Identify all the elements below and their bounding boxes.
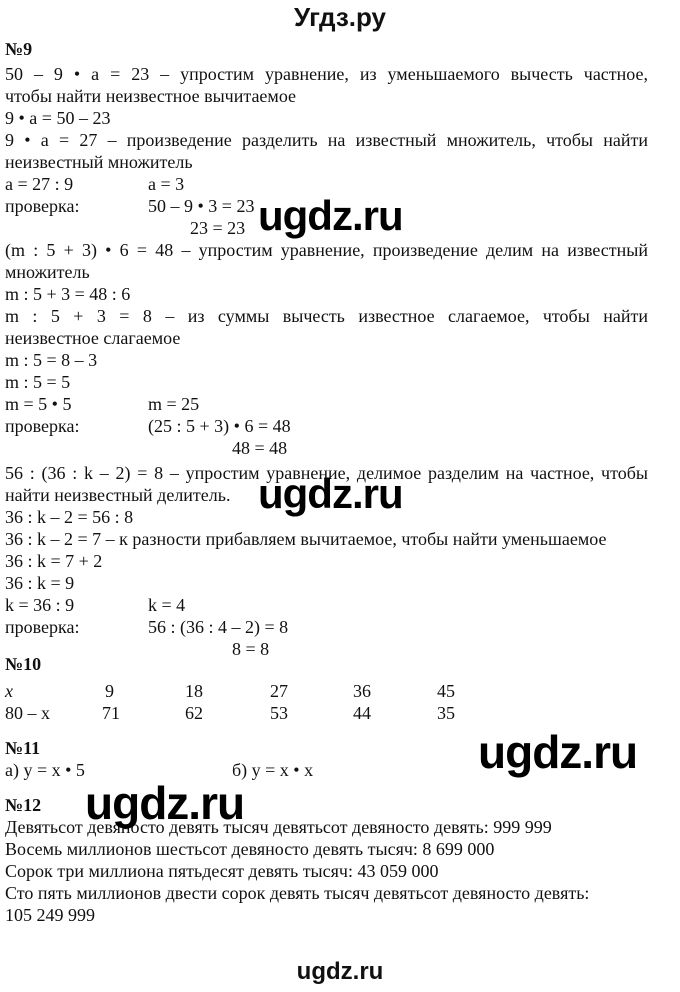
table-cell: 27 — [270, 681, 288, 701]
task-heading: №12 — [5, 795, 42, 815]
text-line: 36 : k = 7 + 2 — [5, 551, 103, 571]
text-line: Девятьсот девяносто девять тысяч девятьсот девяносто девять: 999 999 — [5, 817, 552, 837]
table-cell: 9 — [105, 681, 114, 701]
check-label: проверка: — [5, 617, 80, 637]
table-cell: 36 — [353, 681, 371, 701]
watermark: ugdz.ru — [85, 777, 245, 829]
text-line: найти неизвестный делитель. — [5, 485, 231, 505]
text-line: 50 – 9 • 3 = 23 — [148, 196, 255, 216]
text-line: k = 4 — [148, 595, 186, 615]
check-label: проверка: — [5, 416, 80, 436]
text-line: 105 249 999 — [5, 905, 95, 925]
text-line: чтобы найти неизвестное вычитаемое — [5, 86, 297, 106]
text-line: 36 : k – 2 = 56 : 8 — [5, 507, 134, 527]
table-cell: 35 — [437, 703, 455, 723]
text-line: Восемь миллионов шестьсот девяносто девять тысяч: 8 699 000 — [5, 839, 495, 859]
text-line: a = 3 — [148, 174, 185, 194]
text-line: (25 : 5 + 3) • 6 = 48 — [148, 416, 291, 436]
text-line: 48 = 48 — [232, 438, 288, 458]
task-heading: №9 — [5, 39, 33, 59]
text-line: m : 5 + 3 = 48 : 6 — [5, 284, 131, 304]
check-label: проверка: — [5, 196, 80, 216]
text-line: 50 – 9 • a = 23 – упростим уравнение, из уменьшаемого вычесть частное, — [5, 64, 648, 84]
text-line: 9 • a = 50 – 23 — [5, 108, 111, 128]
footer-link[interactable]: ugdz.ru — [296, 958, 384, 985]
text-line: m : 5 + 3 = 8 – из суммы вычесть известное слагаемое, чтобы найти — [5, 306, 648, 326]
answer-b: б) y = x • x — [232, 760, 314, 780]
text-line: 36 : k = 9 — [5, 573, 75, 593]
text-line: 8 = 8 — [232, 639, 270, 659]
task-heading: №11 — [5, 738, 41, 758]
text-line: неизвестное слагаемое — [5, 328, 181, 348]
watermark: ugdz.ru — [258, 192, 403, 239]
text-line: 23 = 23 — [190, 218, 246, 238]
table-cell: 18 — [185, 681, 203, 701]
site-title: Угдз.ру — [294, 2, 386, 32]
table-cell: x — [5, 681, 13, 701]
text-line: 56 : (36 : 4 – 2) = 8 — [148, 617, 289, 637]
table-cell: 53 — [270, 703, 288, 723]
text-line: (m : 5 + 3) • 6 = 48 – упростим уравнение, произведение делим на известный — [5, 240, 648, 260]
table-cell: 62 — [185, 703, 203, 723]
text-line: 56 : (36 : k – 2) = 8 – упростим уравнение, делимое разделим на частное, чтобы — [5, 463, 648, 483]
table-cell: 45 — [437, 681, 455, 701]
watermark: ugdz.ru — [258, 470, 403, 517]
text-line: неизвестный множитель — [5, 152, 193, 172]
text-line: Сорок три миллиона пятьдесят девять тысяч: 43 059 000 — [5, 861, 439, 881]
table-row — [5, 680, 675, 702]
table-cell: 44 — [353, 703, 371, 723]
text-line: множитель — [5, 262, 90, 282]
text-line: Сто пять миллионов двести сорок девять тысяч девятьсот девяносто девять: — [5, 883, 590, 903]
text-line: a = 27 : 9 — [5, 174, 74, 194]
answer-a: а) y = x • 5 — [5, 760, 85, 780]
watermark: ugdz.ru — [478, 726, 638, 778]
text-line: m = 5 • 5 — [5, 394, 72, 414]
table-cell: 71 — [102, 703, 120, 723]
task-heading: №10 — [5, 654, 42, 674]
text-line: m = 25 — [148, 394, 200, 414]
text-line: k = 36 : 9 — [5, 595, 75, 615]
text-line: m : 5 = 8 – 3 — [5, 350, 98, 370]
table-cell: 80 – x — [5, 703, 50, 723]
table-row — [5, 702, 675, 724]
text-line: 9 • a = 27 – произведение разделить на известный множитель, чтобы найти — [5, 130, 648, 150]
text-line: 36 : k – 2 = 7 – к разности прибавляем вычитаемое, чтобы найти уменьшаемое — [5, 529, 607, 549]
text-line: m : 5 = 5 — [5, 372, 71, 392]
